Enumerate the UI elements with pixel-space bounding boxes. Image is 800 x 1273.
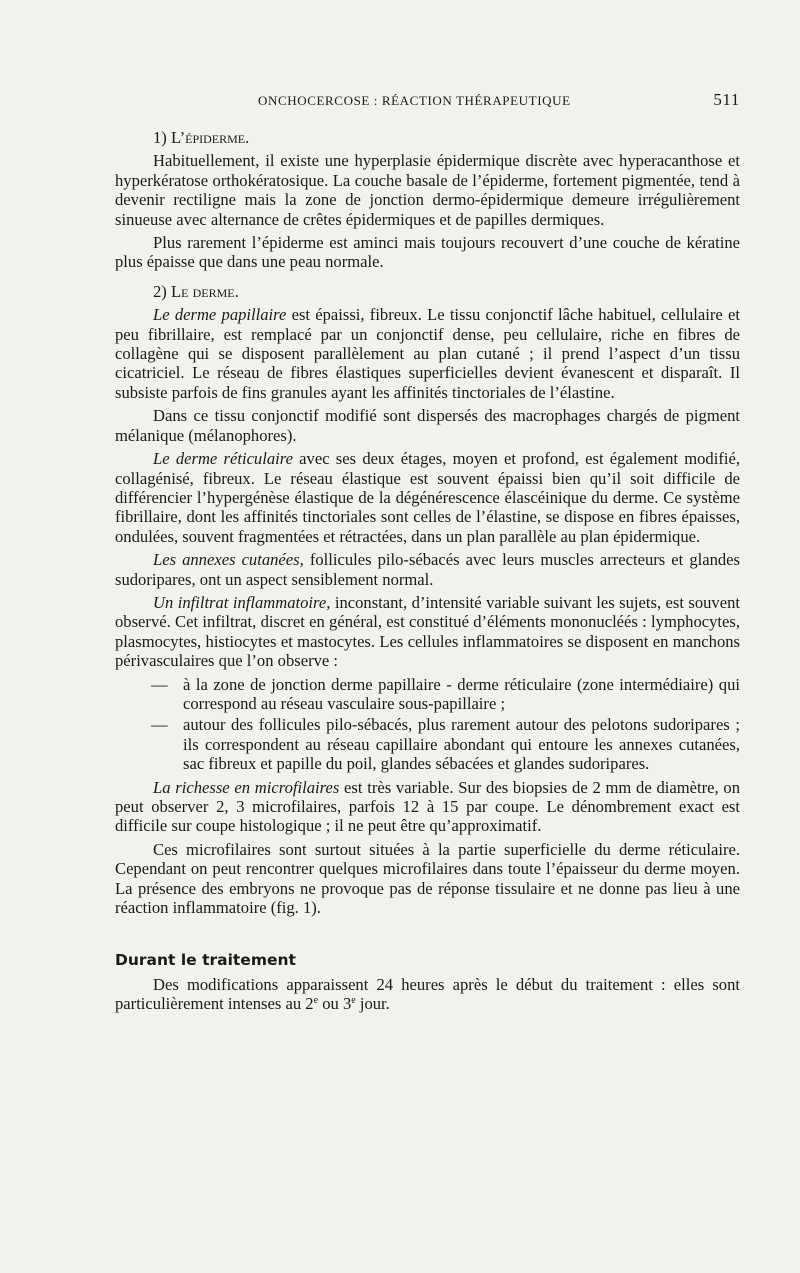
paragraph-text: est très variable. Sur des biopsies de 2 mm de diamètre, on peut observer 2, 3 microfilaires, parfois 12 à 15 par coupe. Le dénombrement exact est difficile sur coupe histologique ; il ne peut être qu’approximatif. xyxy=(115,777,740,836)
list-item xyxy=(115,675,740,714)
paragraph: Habituellement, il existe une hyperplasie épidermique discrète avec hyperacanthose et hyperkératose orthokératosique. La couche basale de l’épiderme, fortement pigmentée, tend à devenir rectiligne mais la zone de jonction dermo-épidermique demeure irrégulièrement sinueuse avec alternance de crêtes épidermiques et de papilles dermiques. xyxy=(115,151,740,229)
section-title: Le derme. xyxy=(170,281,239,301)
running-head xyxy=(115,90,740,112)
paragraph-text: avec ses deux étages, moyen et profond, est également modifié, collagénisé, fibreux. Le réseau élastique est souvent épaissi bien qu’il soit difficile de différencier l’hypergénèse élastique de la dégénérescence élascéinique du derme. Ce système fibrillaire, dont les affinités tinctoriales sont celles de l’élastine, se dispose en fibres épaisses, ondulées, souvent fragmentées et rétractées, dans un plan parallèle au plan épidermique. xyxy=(115,449,740,546)
paragraph-text: est épaissi, fibreux. Le tissu conjonctif lâche habituel, cellulaire et peu fibrillaire, est remplacé par un conjonctif dense, peu cellulaire, riche en fibres de collagène qui se disposent parallèlement au plan cutané ; il prend l’aspect d’un tissu cicatriciel. Le réseau de fibres élastiques superficielles devient évanescent et disparaît. Il subsiste parfois de fins granules ayant les affinités tinctoriales de l’élastine. xyxy=(115,305,740,402)
paragraph: Plus rarement l’épiderme est aminci mais toujours recouvert d’une couche de kératine plus épaisse que dans une peau normale. xyxy=(115,233,740,272)
italic-lead: Un infiltrat inflammatoire, xyxy=(153,592,331,612)
paragraph: Dans ce tissu conjonctif modifié sont dispersés des macrophages chargés de pigment mélanique (mélanophores). xyxy=(115,406,740,445)
italic-lead: La richesse en microfilaires xyxy=(153,777,340,797)
list-item-text: à la zone de jonction derme papillaire - derme réticulaire (zone intermédiaire) qui correspond au réseau vasculaire sous-papillaire ; xyxy=(183,674,740,713)
paragraph-derme-papillaire xyxy=(115,305,740,402)
dash-bullet: — xyxy=(151,715,168,735)
section-title: L’épiderme. xyxy=(170,128,250,147)
section-heading-traitement: Durant le traitement xyxy=(115,951,296,970)
article-body xyxy=(115,128,740,1018)
paragraph-text: inconstant, d’intensité variable suivant les sujets, est souvent observé. Cet infiltrat, discret en général, est constitué d’éléments mononucléés : lymphocytes, plasmocytes, histiocytes et mastocytes. Les cellules inflammatoires se disposent en manchons périvasculaires que l’on observe : xyxy=(115,592,740,671)
list-item xyxy=(115,715,740,773)
paragraph-microfilaires xyxy=(115,778,740,836)
italic-lead: Les annexes cutanées, xyxy=(153,550,304,570)
paragraph-infiltrat xyxy=(115,593,740,671)
italic-lead: Le derme réticulaire xyxy=(153,449,293,469)
superscript: e xyxy=(313,995,319,1007)
dash-list xyxy=(115,675,740,774)
superscript: e xyxy=(351,995,356,1007)
page-number: 511 xyxy=(713,90,740,109)
section-heading-derme xyxy=(115,282,740,301)
paragraph-annexes xyxy=(115,550,740,589)
italic-lead: Le derme papillaire xyxy=(153,305,287,325)
paragraph-text: Des modifications apparaissent 24 heures après le début du traitement : elles sont particulièrement intenses au 2 xyxy=(115,974,740,1014)
paragraph-derme-reticulaire xyxy=(115,449,740,546)
paragraph-text: jour. xyxy=(355,994,390,1014)
section-heading-epiderme xyxy=(115,128,740,147)
list-item-text: autour des follicules pilo-sébacés, plus rarement autour des pelotons sudoripares ; ils correspondent au réseau capillaire abondant qui entoure les annexes cutanées, sac fibreux et papille du poil, glandes sébacées et glandes sudoripares. xyxy=(183,715,740,774)
dash-bullet: — xyxy=(151,674,168,694)
paragraph-text: ou 3 xyxy=(318,994,352,1014)
running-title: ONCHOCERCOSE : RÉACTION THÉRAPEUTIQUE xyxy=(258,93,571,108)
paragraph: Ces microfilaires sont surtout situées à la partie superficielle du derme réticulaire. Cependant on peut rencontrer quelques microfilaires dans toute l’épaisseur du derme moyen. La présence des embryons ne provoque pas de réponse tissulaire et ne donne pas lieu à une réaction inflammatoire (fig. 1). xyxy=(115,839,740,918)
paragraph-traitement xyxy=(115,975,740,1014)
section-number: 2) xyxy=(153,281,167,301)
paragraph-text: follicules pilo-sébacés avec leurs muscles arrecteurs et glandes sudoripares, ont un aspect sensiblement normal. xyxy=(115,550,741,589)
section-number: 1) xyxy=(153,128,167,147)
